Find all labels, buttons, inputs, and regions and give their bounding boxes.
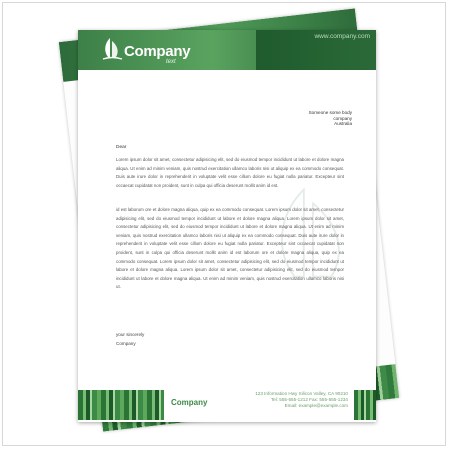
recipient-line: company bbox=[333, 115, 352, 121]
recipient-address bbox=[292, 110, 352, 127]
footer-company-name: Company bbox=[171, 398, 208, 407]
footer-address: 123 Information Hwy Silicon Valley, CA 90210 bbox=[255, 391, 348, 396]
salutation: Dear bbox=[116, 145, 127, 150]
footer-phone: Tel: 555-555-1212 Fax: 555-555-1234 bbox=[270, 397, 348, 403]
logo-tagline: text bbox=[166, 59, 176, 65]
letterhead-header bbox=[78, 30, 376, 70]
closing-block bbox=[116, 330, 144, 348]
footer-contact-info bbox=[208, 391, 348, 410]
signoff: your sincerely bbox=[116, 332, 145, 337]
footer-email: Email: example@example.com bbox=[284, 403, 348, 409]
footer-stripes-left bbox=[78, 390, 164, 420]
logo-company-name: Company bbox=[124, 43, 191, 60]
footer-stripes-right bbox=[354, 390, 376, 420]
letterhead-sheet bbox=[78, 30, 376, 422]
body-paragraph: id est laborum ore et dolore magna aliqua, quip ex ea commodo consequat. Lorem ipsum dolor sit amet, consectetur adipisicing elit, sed do eiusmod tempor incididunt ut labore et dolore magna aliqua. Lorem ipsum dolor sit amet, consectetur adipisicing elit, sed do eiusmod tempor incididunt ut labore et dolore magna aliqua. Ut enim ad minim veniam, quis nostrud exercitation ullamco laboris nisi ut aliquip ex ea commodo consequat. Duis aute irure dolor in reprehenderit in voluptate velit esse cillum dolore eu fugiat nulla pariatur. Excepteur sint occaecat cupidatat non proident, sunt in culpa qui officia deserunt mollit anim id est laborum ore et dolore magna aliqua, quip ex ea commodo consequat. Lorem ipsum dolor sit amet, consectetur adipisicing elit, sed do eiusmod tempor incididunt ut labore et dolore magna aliqua. Lorem ipsum dolor sit amet, consectetur adipisicing elit, sed do eiusmod tempor incididunt ut labore et dolore magna aliqua. Ut enim ad minim veniam, quis nostrud exercitation ullamco laboris nisi ut. bbox=[116, 207, 344, 290]
sail-logo-icon bbox=[100, 36, 124, 62]
signature: Company bbox=[116, 341, 136, 346]
body-paragraph: Lorem ipsum dolor sit amet, consectetur adipisicing elit, sed do eiusmod tempor incididunt ut labore et dolore magna aliqua. Ut enim ad minim veniam, quis nostrud exercitation ullamco laboris nisi ut aliquip ex ea commodo consequat. Duis aute irure dolor in reprehenderit in voluptate velit esse cillum dolore eu fugiat nulla pariatur. Excepteur sint occaecat cupidatat non proident, sunt in culpa qui officia deserunt mollit anim id est. bbox=[116, 157, 344, 188]
recipient-line: Someone some body bbox=[308, 110, 352, 115]
letterhead-footer bbox=[78, 388, 376, 422]
header-website: www.company.com bbox=[314, 33, 370, 40]
recipient-line: Australia bbox=[334, 121, 352, 126]
